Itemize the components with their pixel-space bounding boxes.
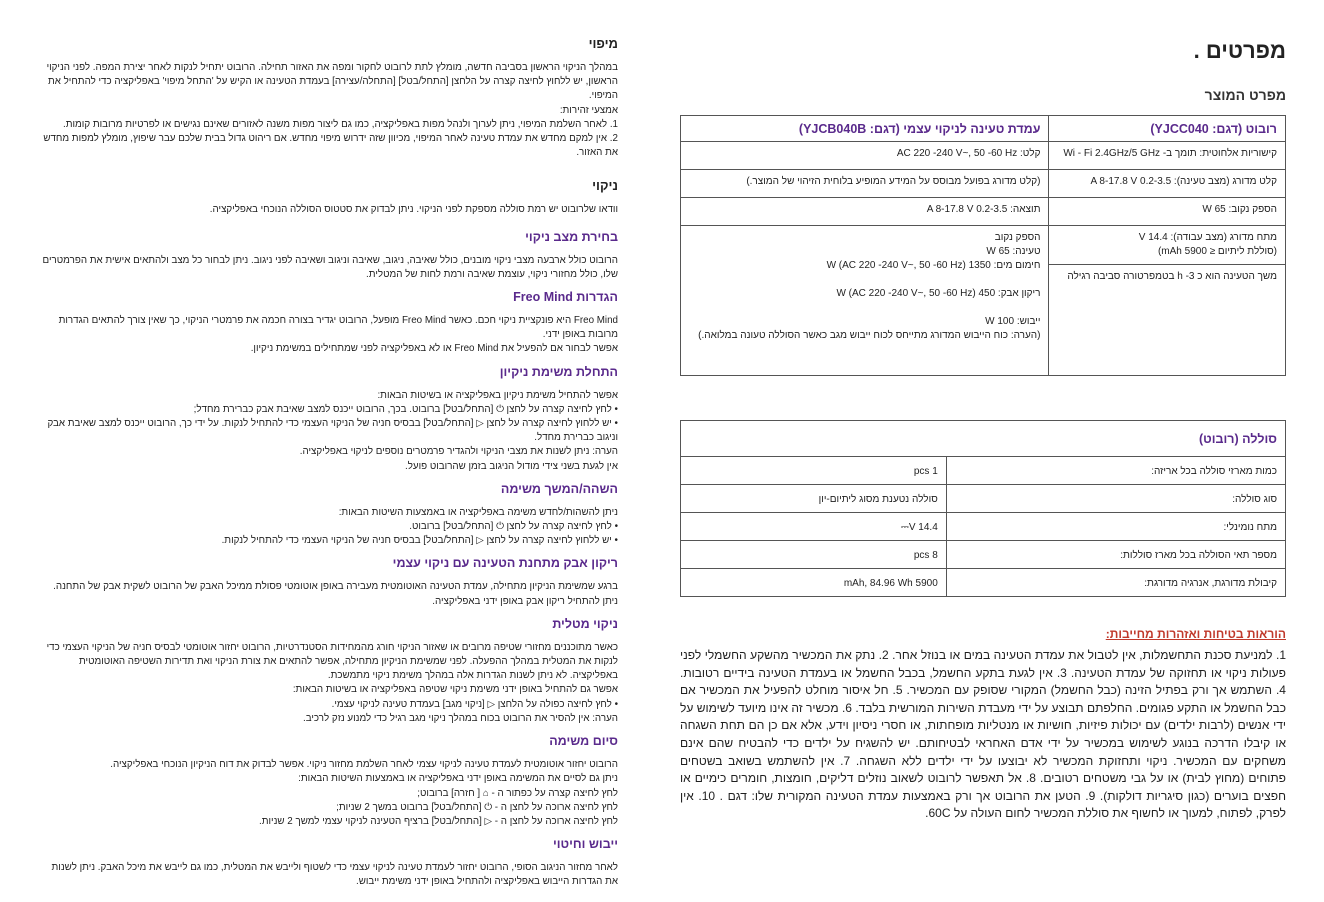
table-row xyxy=(681,457,1286,485)
paragraph: אפשר לבחור אם להפעיל את Freo Mind או לא באפליקציה לפני שמתחילים במשימת ניקיון. xyxy=(250,343,618,355)
spec-cell: תוצאה: 0.2-3.5 A 8-17.8 V xyxy=(681,198,1049,226)
spec-cell: קלט מדורג (מצב טעינה): 0.2-3.5 A 8-17.8 V xyxy=(1049,170,1286,198)
paragraph: 1. לאחר השלמת המיפוי, ניתן לערוך ולנהל מפות באפליקציה, כמו גם ליצור מפות משנה לאזורים שאינם נגישים או לפרטיות מרובות קומות. xyxy=(63,118,618,130)
section-title: סיום משימה xyxy=(549,734,618,749)
dock-line: טעינה: 65 W xyxy=(986,246,1041,257)
paragraph: אפשר להתחיל משימת ניקיון באפליקציה או בשיטות הבאות: xyxy=(377,389,618,401)
section-mapping xyxy=(40,36,618,160)
battery-label: כמות מארזי סוללה בכל אריזה: xyxy=(946,457,1285,485)
paragraph: ניתן גם לסיים את המשימה באופן ידני באפליקציה או באמצעות השיטות הבאות: xyxy=(298,773,618,785)
section-mop xyxy=(40,617,618,726)
paragraph: וודאו שלרובוט יש רמת סוללה מספקת לפני הניקוי. ניתן לבדוק את סטטוס הסוללה הנוכחי באפליקציה. xyxy=(209,204,618,216)
spec-cell: הספק נקוב: 65 W xyxy=(1049,198,1286,226)
paragraph: במהלך הניקוי הראשון בסביבה חדשה, מומלץ לתת לרובוט לחקור ומפה את האזור תחילה. הרובוט יתחיל לנקות לאחר יצירת המפה. לפני הניקוי הראשון, יש ללחוץ לחיצה קצרה על הלחצן [התחל/בטל] [התחלה/עצירה] בעמדת הטעינה או הקיש על 'התחל מיפוי' באפליקציה כדי להתחיל את המיפוי. xyxy=(46,62,618,102)
section-dry xyxy=(40,837,618,889)
battery-value: 1 pcs xyxy=(681,457,947,485)
section-title: הגדרות Freo Mind xyxy=(513,290,618,305)
paragraph: אפשר גם להתחיל באופן ידני משימת ניקוי שטיפה באפליקציה או בשיטות הבאות: xyxy=(292,684,618,696)
safety-section xyxy=(680,627,1286,823)
spec-cell-dock-power xyxy=(681,226,1049,376)
section-start xyxy=(40,365,618,474)
battery-value: סוללה נטענת מסוג ליתיום-יון xyxy=(681,485,947,513)
section-title: בחירת מצב ניקוי xyxy=(525,229,618,244)
paragraph: • יש ללחוץ לחיצה קצרה על לחצן ▷ [התחל/בטל] בבסיס חניה של הניקוי העצמי כדי להתחיל לנקות. על ידי כך, הרובוט ייכנס למצב שאיבת אבק וניגוב כברירת מחדל. xyxy=(47,418,618,444)
robot-charge-time: משך הטעינה הוא כ 3- h בטמפרטורה סביבה רגילה xyxy=(1067,271,1277,282)
section-empty-dust xyxy=(40,556,618,608)
section-title: מיפוי xyxy=(588,36,618,51)
paragraph: לחץ לחיצה ארוכה על לחצן ה - ▷ [התחל/בטל] ברציף הטעינה לניקוי עצמי למשך 2 שניות. xyxy=(259,815,618,827)
paragraph: הרובוט יחזור אוטומטית לעמדת טעינה לניקוי עצמי לאחר השלמת מחזור ניקוי. אפשר לבדוק את דוח הניקיון הנוכחי באפליקציה. xyxy=(110,759,618,771)
paragraph: • לחץ לחיצה כפולה על הלחצן ▷ [ניקוי מגב] בעמדת טעינה לניקוי עצמי. xyxy=(331,698,618,710)
product-spec-table xyxy=(680,115,1286,376)
paragraph: לחץ לחיצה ארוכה על לחצן ה - ⏻ [התחל/בטל] ברובוט במשך 2 שניות; xyxy=(336,801,618,813)
table-row xyxy=(681,569,1286,597)
paragraph: הערה: אין להסיר את הרובוט בכוח במהלך ניקוי מגב רגיל כדי למנוע נזק לרכיב. xyxy=(303,712,618,724)
paragraph: • לחץ לחיצה קצרה על לחצן ⏻ [התחל/בטל] ברובוט. בכך, הרובוט ייכנס למצב שאיבת אבק כברירת מחדל; xyxy=(193,403,618,415)
dock-line: (הערה: כוח הייבוש המדורג מתייחס לכוח ייבוש מגב כאשר הסוללה טעונה במלואה.) xyxy=(698,330,1041,341)
safety-text: 1. למניעת סכנת התחשמלות, אין לטבול את עמדת הטעינה במים או בנוזל אחר. 2. נתק את המכשיר מהשקע החשמלי לפני פעולות ניקוי או תחזוקה של עמדת הטעינה. 3. אין לגעת בתקע החשמל, בכבל החשמל או בעמדת הטעינה בידיים רטובות. 4. השתמש אך ורק בפתיל הזינה (כבל החשמל) המקורי שסופק עם המכשיר. 5. חל איסור מוחלט להפעיל את המכשיר אם כבל החשמל או התקע פגומים. החלפתם תבוצע על ידי מעבדת השירות המורשית בלבד. 6. מכשיר זה אינו מיועד לשימוש על ידי אנשים (לרבות ילדים) עם יכולות פיזיות, חושיות או מנטליות מופחתות, או חסרי ניסיון וידע, אלא אם כן הם תחת השגחה או קיבלו הדרכה בנוגע לשימוש במכשיר על ידי אדם האחראי לבטיחותם. יש להשגיח על ילדים כדי להבטיח שהם אינם משחקים עם המכשיר. ניקוי ותחזוקת המכשיר לא יבוצעו על ידי ילדים ללא השגחה. 7. אין להשתמש בשואב בשטחים פתוחים (מחוץ לבית) או על גבי משטחים רטובים. 8. אל תאפשר לרובוט לשאוב נוזלים דליקים, חומצות, חומרים כימיים או חפצים בוערים (כגון סיגריות דולקות). 9. הטען את הרובוט אך ורק באמצעות עמדת הטעינה המקורית שלו: דגם . 10. אין לפרק, לפתוח, למעוך או לחשוף את סוללת המכשיר לחום העולה על 60C. xyxy=(680,648,1287,821)
section-title: התחלת משימת ניקיון xyxy=(499,364,618,379)
safety-title: הוראות בטיחות ואזהרות מחייבות: xyxy=(1105,627,1286,641)
table-row xyxy=(681,485,1286,513)
section-title: ייבוש וחיטוי xyxy=(552,837,618,852)
paragraph: • לחץ לחיצה קצרה על לחצן ⏻ [התחל/בטל] ברובוט. xyxy=(409,521,618,533)
paragraph: Freo Mind היא פונקציית ניקוי חכם. כאשר Freo Mind מופעל, הרובוט יגדיר בצורה חכמה את פרמטרי הניקוי, כך שאין צורך להתאים הגדרות מרובות באופן ידני. xyxy=(58,315,618,341)
table-row xyxy=(681,170,1286,198)
paragraph: אמצעי זהירות: xyxy=(559,104,618,116)
battery-value: 5900 mAh, 84.96 Wh xyxy=(681,569,947,597)
section-title: ריקון אבק מתחנת הטעינה עם ניקוי עצמי xyxy=(392,556,618,571)
table-row xyxy=(681,226,1286,376)
battery-value: 8 pcs xyxy=(681,541,947,569)
spec-cell: (קלט מדורג בפועל מבוסס על המידע המופיע בלוחית הזיהוי של המוצר.) xyxy=(681,170,1049,198)
section-pause xyxy=(40,482,618,549)
paragraph: לחץ לחיצה קצרה על כפתור ה - ⌂ [ חזרה] ברובוט; xyxy=(417,787,618,799)
battery-value: 14.4 V⎓ xyxy=(681,513,947,541)
paragraph: אין לגעת בשני צידי מודול הניגוב בזמן שהרובוט פועל. xyxy=(405,460,618,472)
paragraph: כאשר מתוכננים מחזורי שטיפה מרובים או שאזור הניקוי חורג מהמחידות הסטנדרטיות, הרובוט יחזור אוטומטי לבסיס חניה של הניקוי העצמי כדי לנקות את המטלית במהלך ההפעלה. לפני שמשימת הניקיון מתחילה, אפשר להתאים את צורת הניקוי ואת תדירות השטיפה האוטומטית באפליקציה. לא ניתן לשנות הגדרות אלה במהלך משימת ניקוי מתמשכת. xyxy=(46,641,618,682)
paragraph: לאחר מחזור הניגוב הסופי, הרובוט יחזור לעמדת טעינה לניקוי עצמי כדי לשטוף ולייבש את המטלית, כמו גם לייבש את מיכל האבק. ניתן לשנות את הגדרות הייבוש באפליקציה ולהתחיל באופן ידני משימת ייבוש. xyxy=(51,862,618,888)
paragraph: הערה: ניתן לשנות את מצבי הניקוי ולהגדיר פרמטרים נוספים לניקוי באפליקציה. xyxy=(299,446,618,458)
section-cleaning xyxy=(40,178,618,217)
section-title: ניקוי xyxy=(592,178,618,194)
battery-label: קיבולת מדורגת, אנרגיה מדורגת: xyxy=(946,569,1285,597)
robot-battery: (סוללת ליתיום ≤ 5900 mAh) xyxy=(1157,246,1277,257)
paragraph: • יש ללחוץ לחיצה קצרה על לחצן ▷ [התחל/בטל] בבסיס חניה של הניקוי העצמי כדי להתחיל לנקות. xyxy=(221,535,618,547)
battery-label: סוג סוללה: xyxy=(946,485,1285,513)
dock-line: ייבוש: 100 W xyxy=(985,316,1041,327)
table-row xyxy=(681,541,1286,569)
paragraph: 2. אין למקם מחדש את עמדת טעינה לאחר המיפוי, מכיוון שזה ידרוש מיפוי מחדש. אם ריהוט גדול בבית שלכם עבר שיפוץ, מומלץ למפות מחדש את האזור. xyxy=(43,133,618,159)
battery-header: סוללה (רובוט) xyxy=(681,421,1286,457)
spec-cell: קישוריות אלחוטית: תומך ב- Wi - Fi 2.4GHz/5 GHz xyxy=(1049,142,1286,170)
paragraph: הרובוט כולל ארבעה מצבי ניקוי מובנים, כולל שאיבה, ניגוב, שאיבה וניגוב ושאיבה לפני ניגוב. ניתן לבחור כל מצב ולהתאים אישית את הפרמטרים שלו, כולל מחזורי ניקוי, עוצמת שאיבה ורמת לחות של המטלית. xyxy=(42,254,618,280)
spec-header-robot: רובוט (דגם: YJCC040) xyxy=(1049,116,1286,142)
table-row xyxy=(681,142,1286,170)
battery-label: מתח נומינלי: xyxy=(946,513,1285,541)
section-mode xyxy=(40,230,618,282)
dock-line: הספק נקוב xyxy=(994,232,1041,243)
table-row xyxy=(681,513,1286,541)
table-row xyxy=(681,198,1286,226)
paragraph: ניתן להשהות/לחדש משימה באפליקציה או באמצעות השיטות הבאות: xyxy=(338,506,618,518)
section-subtitle: מפרט המוצר xyxy=(1204,87,1286,103)
battery-table xyxy=(680,420,1286,597)
dock-line: חימום מים: 1350 W (AC 220 -240 V~, 50 -60 Hz) xyxy=(826,260,1041,271)
dock-line: ריקון אבק: 450 W (AC 220 -240 V~, 50 -60 Hz) xyxy=(836,288,1041,299)
section-title: ניקוי מטלית xyxy=(552,616,618,631)
instructions-column xyxy=(40,30,618,890)
spec-header-dock: עמדת טעינה לניקוי עצמי (דגם: YJCB040B) xyxy=(681,116,1049,142)
section-freemind xyxy=(40,290,618,357)
section-title: השהה/המשך משימה xyxy=(500,481,618,496)
page-title: מפרטים . xyxy=(1193,38,1286,63)
spec-cell-robot-details xyxy=(1049,226,1286,376)
section-finish xyxy=(40,734,618,829)
specifications-column xyxy=(680,30,1286,823)
paragraph: ברגע שמשימת הניקיון מתחילה, עמדת הטעינה האוטומטית מעבירה באופן אוטומטי פסולת ממיכל האבק של הרובוט לשקית אבק של התחנה. ניתן להתחיל ריקון אבק באופן ידני באפליקציה. xyxy=(53,581,618,607)
robot-voltage: מתח מדורג (מצב עבודה): 14.4 V xyxy=(1138,232,1277,243)
battery-label: מספר תאי הסוללה בכל מארז סוללות: xyxy=(946,541,1285,569)
spec-cell: קלט: AC 220 -240 V~, 50 -60 Hz xyxy=(681,142,1049,170)
